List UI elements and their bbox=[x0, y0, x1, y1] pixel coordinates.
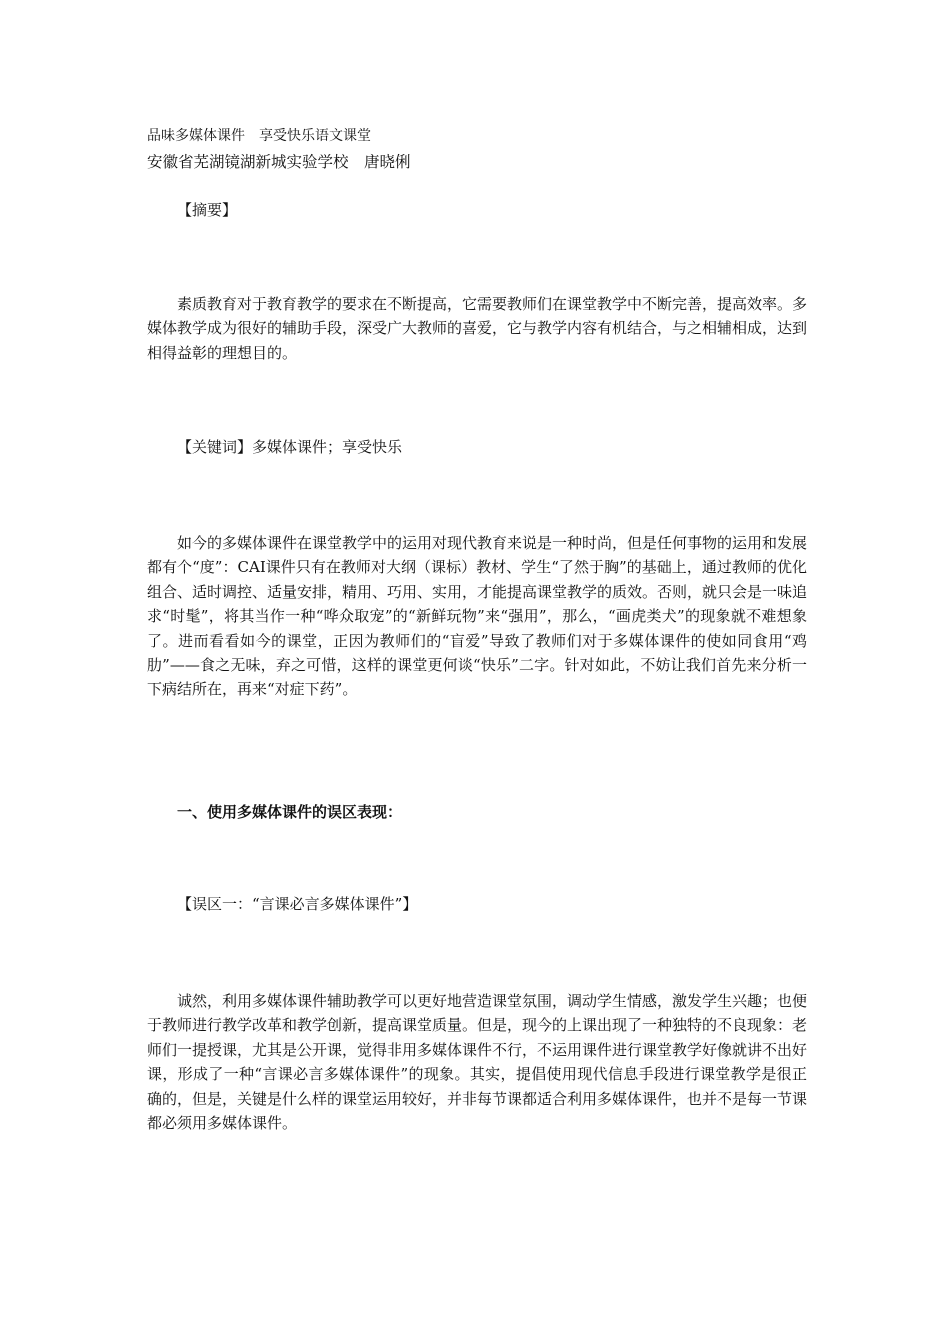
intro-paragraph: 如今的多媒体课件在课堂教学中的运用对现代教育来说是一种时尚，但是任何事物的运用和发展都有个“度”：CAI课件只有在教师对大纲（课标）教材、学生“了然于胸”的基础上，通过教师的优化组合、适时调控、适量安排，精用、巧用、实用，才能提高课堂教学的质效。否则，就只会是一味追求“时髦”，将其当作一种“哗众取宠”的“新鲜玩物”来“强用”，那么，“画虎类犬”的现象就不难想象了。进而看看如今的课堂，正因为教师们的“盲爱”导致了教师们对于多媒体课件的使如同食用“鸡肋”——食之无味，弃之可惜，这样的课堂更何谈“快乐”二字。针对如此，不妨让我们首先来分析一下病结所在，再来“对症下药”。 bbox=[147, 534, 808, 699]
misconception-heading: 【误区一：“言课必言多媒体课件”】 bbox=[177, 895, 418, 913]
keywords-line: 【关键词】多媒体课件；享受快乐 bbox=[177, 438, 403, 456]
abstract-heading: 【摘要】 bbox=[177, 201, 238, 219]
document-title: 品味多媒体课件 享受快乐语文课堂 bbox=[147, 128, 371, 144]
abstract-paragraph: 素质教育对于教育教学的要求在不断提高，它需要教师们在课堂教学中不断完善，提高效率。多媒体教学成为很好的辅助手段，深受广大教师的喜爱，它与教学内容有机结合，与之相辅相成，达到相得益彰的理想目的。 bbox=[147, 295, 808, 362]
section-heading: 一、使用多媒体课件的误区表现： bbox=[177, 803, 403, 821]
author-line: 安徽省芜湖镜湖新城实验学校 唐晓俐 bbox=[147, 153, 411, 171]
misconception-paragraph: 诚然，利用多媒体课件辅助教学可以更好地营造课堂氛围，调动学生情感，激发学生兴趣；也便于教师进行教学改革和教学创新，提高课堂质量。但是，现今的上课出现了一种独特的不良现象：老师们一提授课，尤其是公开课，觉得非用多媒体课件不行，不运用课件进行课堂教学好像就讲不出好课，形成了一种“言课必言多媒体课件”的现象。其实，提倡使用现代信息手段进行课堂教学是很正确的，但是，关键是什么样的课堂运用较好，并非每节课都适合利用多媒体课件，也并不是每一节课都必须用多媒体课件。 bbox=[147, 992, 808, 1133]
